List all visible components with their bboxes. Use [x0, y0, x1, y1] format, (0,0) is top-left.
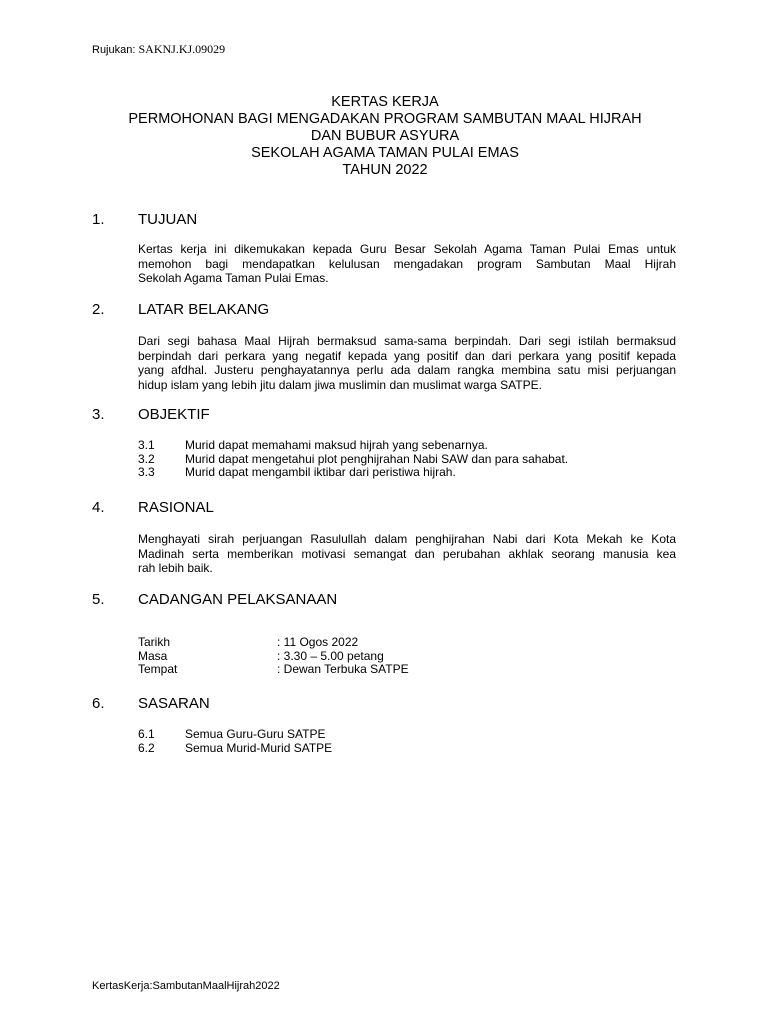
title-line-5: TAHUN 2022: [342, 162, 428, 178]
paragraph-line: Dari segi bahasa Maal Hijrah bermaksud sama-sama berpindah. Dari segi istilah bermaksud: [138, 334, 676, 348]
objective-list: [138, 439, 676, 480]
list-item-number: 6.1: [138, 727, 155, 741]
list-item-text: Murid dapat mengambil iktibar dari peristiwa hijrah.: [185, 465, 456, 479]
list-item-number: 3.2: [138, 451, 155, 466]
target-list: [138, 728, 676, 755]
section-heading: [92, 211, 676, 229]
list-item-text: Murid dapat mengetahui plot penghijrahan Nabi SAW dan para sahabat.: [185, 451, 569, 466]
detail-value: : 3.30 – 5.00 petang: [277, 648, 384, 663]
list-item-number: 3.3: [138, 465, 155, 479]
section-title: CADANGAN PELAKSANAAN: [138, 591, 338, 608]
list-item: [138, 742, 676, 756]
detail-value: : 11 Ogos 2022: [277, 635, 359, 649]
section-number: 2.: [92, 301, 105, 318]
list-item-text: Semua Murid-Murid SATPE: [185, 740, 333, 755]
detail-row-masa: [138, 650, 676, 664]
implementation-details: [138, 636, 676, 677]
paragraph-line: Menghayati sirah perjuangan Rasulullah dalam penghijrahan Nabi dari Kota Mekah ke Kota: [138, 532, 676, 546]
detail-row-tarikh: [138, 636, 676, 650]
section-heading: [92, 301, 676, 319]
section-latar-belakang: [92, 301, 676, 392]
section-sasaran: [92, 695, 676, 755]
paragraph-line: rah lebih baik.: [138, 561, 213, 575]
paragraph-line: hidup islam yang lebih jitu dalam jiwa muslimin dan muslimat warga SATPE.: [138, 377, 542, 392]
detail-value: : Dewan Terbuka SATPE: [277, 662, 409, 676]
section-number: 5.: [92, 591, 105, 608]
title-line-4: SEKOLAH AGAMA TAMAN PULAI EMAS: [251, 145, 519, 161]
list-item: [138, 439, 676, 453]
section-title: OBJEKTIF: [138, 406, 210, 423]
section-title: SASARAN: [138, 695, 210, 712]
section-paragraph: [138, 532, 676, 576]
detail-key: Tempat: [138, 662, 178, 676]
detail-row-tempat: [138, 663, 676, 677]
section-heading: [92, 695, 676, 713]
title-line-3: DAN BUBUR ASYURA: [310, 128, 460, 144]
section-title: LATAR BELAKANG: [138, 301, 270, 318]
section-paragraph: [138, 334, 676, 392]
section-objektif: [92, 406, 676, 480]
section-number: 1.: [92, 211, 105, 228]
list-item: [138, 453, 676, 467]
section-heading: [92, 499, 676, 517]
title-line-2: PERMOHONAN BAGI MENGADAKAN PROGRAM SAMBUTAN MAAL HIJRAH: [128, 111, 642, 127]
reference-line: [92, 42, 225, 57]
section-rasional: [92, 499, 676, 576]
paragraph-line: Kertas kerja ini dikemukakan kepada Guru Besar Sekolah Agama Taman Pulai Emas untuk: [138, 242, 676, 256]
section-heading: [92, 406, 676, 424]
section-heading: [92, 591, 676, 609]
document-title-block: [92, 94, 678, 179]
section-title: RASIONAL: [138, 499, 214, 516]
section-number: 4.: [92, 499, 105, 516]
list-item: [138, 728, 676, 742]
section-number: 6.: [92, 695, 105, 712]
section-tujuan: [92, 211, 676, 286]
paragraph-line: Sekolah Agama Taman Pulai Emas.: [138, 271, 329, 285]
list-item: [138, 466, 676, 480]
detail-key: Tarikh: [138, 635, 171, 649]
paragraph-line: Madinah serta memberikan motivasi semangat dan perubahan akhlak seorang manusia kea: [138, 546, 676, 561]
reference-label: Rujukan:: [92, 44, 136, 56]
list-item-text: Murid dapat memahami maksud hijrah yang sebenarnya.: [185, 438, 488, 452]
detail-key: Masa: [138, 648, 168, 663]
list-item-number: 6.2: [138, 740, 155, 755]
section-title: TUJUAN: [138, 211, 198, 228]
paragraph-line: yang afdhal. Justeru penghayatannya perlu ada dalam rangka membina satu misi perjuangan: [138, 363, 676, 377]
title-line-1: KERTAS KERJA: [331, 94, 439, 110]
section-number: 3.: [92, 406, 105, 423]
list-item-number: 3.1: [138, 438, 155, 452]
section-cadangan-pelaksanaan: [92, 591, 676, 677]
page-footer: KertasKerja:SambutanMaalHijrah2022: [92, 980, 280, 992]
reference-code: SAKNJ.KJ.09029: [138, 42, 226, 56]
section-paragraph: [138, 242, 676, 286]
paragraph-line: memohon bagi mendapatkan kelulusan mengadakan program Sambutan Maal Hijrah: [138, 256, 676, 271]
paragraph-line: berpindah dari perkara yang negatif kepada yang positif dan dari perkara yang positif kepada: [138, 348, 676, 363]
list-item-text: Semua Guru-Guru SATPE: [185, 727, 326, 741]
